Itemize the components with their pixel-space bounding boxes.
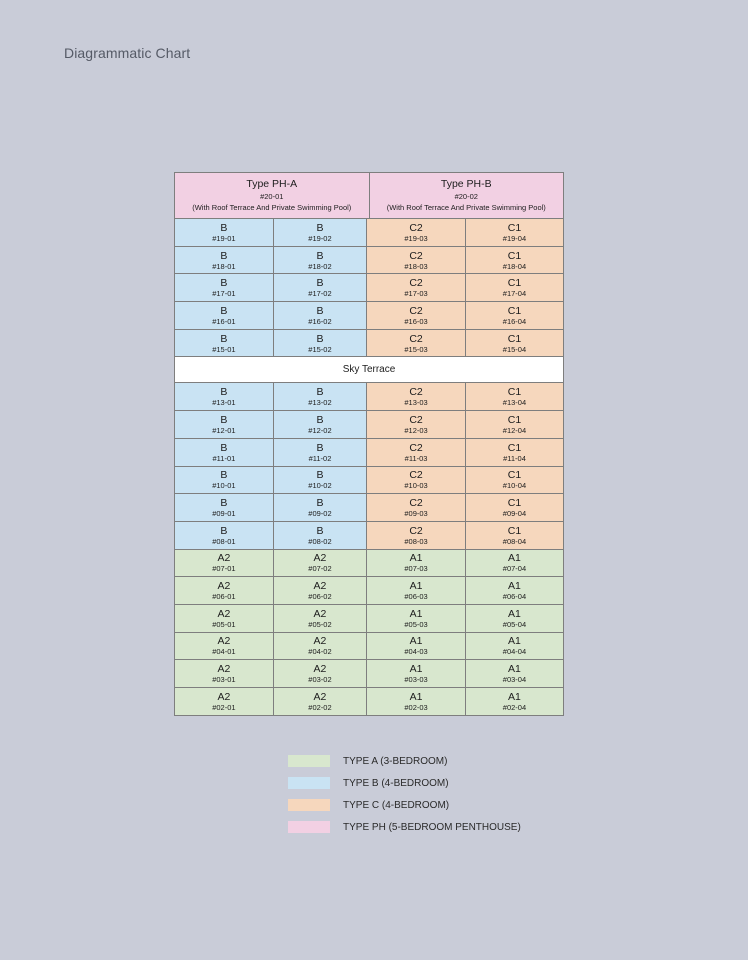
unit-number: #12-03: [404, 425, 428, 435]
unit-cell: [175, 660, 274, 688]
unit-type-label: A2: [217, 607, 231, 620]
unit-cell: [466, 660, 564, 688]
floor-row: [175, 633, 564, 661]
unit-type-label: B: [316, 524, 324, 537]
unit-number: #06-02: [308, 592, 332, 602]
floor-row: [175, 577, 564, 605]
unit-number: #18-02: [308, 261, 332, 271]
unit-number: #11-03: [404, 453, 428, 463]
unit-number: #13-02: [308, 398, 332, 408]
floor-row: [175, 660, 564, 688]
sky-terrace-cell: [175, 357, 564, 383]
unit-cell: [175, 302, 274, 330]
unit-number: #06-01: [212, 592, 236, 602]
unit-cell: [175, 688, 274, 716]
unit-number: #09-01: [212, 509, 236, 519]
unit-number: #06-04: [502, 592, 527, 602]
unit-type-label: A1: [508, 663, 521, 676]
unit-cell: [466, 439, 564, 467]
penthouse-cell: [175, 173, 370, 219]
unit-type-label: C2: [409, 524, 423, 537]
unit-number: #03-03: [404, 675, 428, 685]
unit-type-label: C2: [409, 249, 423, 262]
floor-row: [175, 330, 564, 358]
unit-cell: [175, 605, 274, 633]
unit-number: #16-03: [404, 316, 428, 326]
unit-cell: [367, 330, 466, 358]
unit-type-label: A2: [313, 552, 327, 565]
unit-type-label: A2: [217, 580, 231, 593]
unit-cell: [274, 330, 367, 358]
unit-type-label: C1: [507, 413, 522, 426]
unit-type-label: C2: [409, 497, 423, 510]
unit-cell: [367, 605, 466, 633]
unit-cell: [175, 550, 274, 578]
unit-type-label: C2: [409, 332, 423, 345]
unit-cell: [367, 274, 466, 302]
unit-number: #09-02: [308, 509, 332, 519]
unit-type-label: B: [316, 277, 324, 290]
unit-cell: [175, 633, 274, 661]
unit-number: #11-04: [503, 453, 526, 463]
unit-number: #06-03: [404, 592, 428, 602]
unit-cell: [367, 688, 466, 716]
unit-type-label: C1: [507, 277, 522, 290]
unit-number: #10-04: [502, 481, 527, 491]
unit-number: #16-01: [212, 316, 236, 326]
unit-number: #05-04: [502, 619, 527, 629]
unit-type-label: A1: [508, 690, 521, 703]
legend-label: TYPE A (3-BEDROOM): [343, 755, 448, 767]
unit-cell: [175, 577, 274, 605]
unit-cell: [274, 522, 367, 550]
legend-item: [288, 816, 521, 838]
legend-label: TYPE C (4-BEDROOM): [343, 799, 450, 811]
unit-number: #19-01: [212, 233, 236, 243]
legend-label: TYPE PH (5-BEDROOM PENTHOUSE): [343, 821, 521, 833]
unit-cell: [175, 522, 274, 550]
unit-type-label: B: [220, 386, 228, 399]
unit-cell: [466, 633, 564, 661]
floor-row: [175, 467, 564, 495]
unit-number: #18-01: [212, 261, 236, 271]
unit-number: #08-04: [502, 536, 527, 546]
unit-type-label: A2: [313, 607, 327, 620]
unit-type-label: C2: [409, 277, 423, 290]
unit-type-label: A2: [313, 663, 327, 676]
unit-type-label: C2: [409, 304, 423, 317]
unit-cell: [175, 439, 274, 467]
floor-row: [175, 494, 564, 522]
unit-cell: [466, 688, 564, 716]
unit-cell: [466, 467, 564, 495]
unit-number: #04-03: [404, 647, 428, 657]
unit-cell: [274, 219, 367, 247]
unit-number: #10-03: [404, 481, 428, 491]
unit-type-label: Type PH-B: [440, 178, 492, 190]
unit-cell: [367, 439, 466, 467]
unit-number: #15-04: [502, 344, 527, 354]
unit-number: #07-02: [308, 564, 332, 574]
unit-type-label: B: [316, 221, 324, 234]
legend-item: [288, 772, 521, 794]
unit-cell: [367, 494, 466, 522]
unit-type-label: A2: [217, 635, 231, 648]
unit-number: #04-04: [502, 647, 527, 657]
unit-type-label: B: [316, 304, 324, 317]
unit-type-label: C1: [507, 469, 522, 482]
unit-cell: [274, 605, 367, 633]
unit-cell: [466, 330, 564, 358]
legend: [288, 750, 521, 838]
unit-number: #05-02: [308, 619, 332, 629]
unit-number: #05-01: [212, 619, 236, 629]
unit-type-label: C1: [507, 304, 522, 317]
unit-type-label: B: [220, 277, 228, 290]
unit-cell: [175, 330, 274, 358]
unit-number: #08-02: [308, 536, 332, 546]
floor-row: [175, 605, 564, 633]
unit-number: #12-04: [502, 425, 527, 435]
unit-cell: [175, 467, 274, 495]
unit-number: #19-02: [308, 233, 332, 243]
unit-type-label: C1: [507, 441, 522, 454]
unit-number: #05-03: [404, 619, 428, 629]
unit-type-label: B: [220, 221, 228, 234]
unit-type-label: B: [220, 249, 228, 262]
unit-cell: [367, 219, 466, 247]
unit-number: #03-01: [212, 675, 236, 685]
unit-cell: [274, 302, 367, 330]
floor-row: [175, 688, 564, 716]
unit-number: #17-03: [404, 289, 428, 299]
unit-cell: [274, 411, 367, 439]
unit-cell: [367, 660, 466, 688]
unit-type-label: B: [316, 469, 324, 482]
unit-number: #17-02: [308, 289, 332, 299]
unit-cell: [175, 411, 274, 439]
unit-type-label: B: [316, 497, 324, 510]
unit-number: #12-02: [308, 425, 332, 435]
unit-type-label: A1: [508, 580, 521, 593]
unit-type-label: A1: [409, 663, 423, 676]
legend-swatch: [288, 799, 330, 811]
unit-type-label: C1: [507, 524, 522, 537]
legend-swatch: [288, 777, 330, 789]
unit-type-label: C1: [507, 249, 522, 262]
unit-cell: [367, 247, 466, 275]
unit-number: #12-01: [212, 425, 236, 435]
unit-type-label: B: [220, 304, 228, 317]
sky-terrace-row: [175, 357, 564, 383]
unit-type-label: A2: [313, 580, 327, 593]
unit-number: #19-04: [502, 233, 527, 243]
unit-type-label: A1: [409, 552, 423, 565]
unit-number: #11-02: [308, 453, 332, 463]
unit-cell: [274, 494, 367, 522]
unit-cell: [274, 467, 367, 495]
unit-number: #08-03: [404, 536, 428, 546]
unit-number: #07-01: [212, 564, 236, 574]
unit-number: #15-02: [308, 344, 332, 354]
unit-cell: [175, 219, 274, 247]
unit-number: #07-04: [502, 564, 527, 574]
unit-cell: [466, 383, 564, 411]
unit-number: #07-03: [404, 564, 428, 574]
unit-cell: [175, 494, 274, 522]
unit-cell: [274, 383, 367, 411]
unit-number: #04-01: [212, 647, 236, 657]
unit-type-label: C2: [409, 413, 423, 426]
unit-cell: [274, 577, 367, 605]
unit-number: #20-01: [260, 192, 284, 201]
unit-number: #09-04: [502, 509, 527, 519]
unit-cell: [274, 439, 367, 467]
unit-type-label: B: [316, 249, 324, 262]
unit-type-label: A2: [217, 690, 231, 703]
unit-cell: [367, 522, 466, 550]
unit-note: (With Roof Terrace And Private Swimming Pool): [386, 203, 546, 212]
unit-cell: [274, 688, 367, 716]
unit-type-label: A1: [409, 690, 423, 703]
unit-number: #08-01: [212, 536, 236, 546]
unit-type-label: C1: [507, 497, 522, 510]
unit-number: #16-02: [308, 316, 332, 326]
unit-cell: [466, 494, 564, 522]
unit-chart: [174, 172, 564, 716]
unit-cell: [175, 247, 274, 275]
legend-item: [288, 750, 521, 772]
unit-type-label: C2: [409, 221, 423, 234]
penthouse-cell: [370, 173, 565, 219]
unit-number: #15-03: [404, 344, 428, 354]
legend-swatch: [288, 821, 330, 833]
unit-number: #13-01: [212, 398, 236, 408]
unit-cell: [466, 302, 564, 330]
unit-cell: [466, 605, 564, 633]
floor-row: [175, 247, 564, 275]
unit-cell: [466, 274, 564, 302]
unit-cell: [466, 577, 564, 605]
unit-type-label: B: [220, 524, 228, 537]
unit-cell: [367, 633, 466, 661]
unit-type-label: B: [316, 413, 324, 426]
unit-type-label: B: [316, 332, 324, 345]
unit-number: #13-03: [404, 398, 428, 408]
unit-type-label: C2: [409, 469, 423, 482]
unit-cell: [466, 247, 564, 275]
unit-number: #03-02: [308, 675, 332, 685]
floor-row: [175, 383, 564, 411]
unit-type-label: C1: [507, 332, 522, 345]
unit-type-label: B: [316, 441, 324, 454]
unit-type-label: A1: [508, 552, 521, 565]
unit-cell: [466, 219, 564, 247]
unit-type-label: B: [220, 469, 228, 482]
unit-number: #02-03: [404, 702, 428, 712]
unit-number: #10-02: [308, 481, 332, 491]
unit-cell: [367, 550, 466, 578]
unit-cell: [466, 550, 564, 578]
unit-number: #18-04: [502, 261, 527, 271]
unit-number: #18-03: [404, 261, 428, 271]
unit-cell: [367, 411, 466, 439]
unit-cell: [367, 577, 466, 605]
unit-type-label: A2: [217, 663, 231, 676]
unit-type-label: A1: [508, 635, 521, 648]
unit-type-label: B: [316, 386, 324, 399]
sky-terrace-label: Sky Terrace: [342, 364, 396, 376]
unit-number: #02-01: [212, 702, 236, 712]
unit-type-label: A1: [409, 607, 423, 620]
floor-row: [175, 411, 564, 439]
unit-cell: [274, 550, 367, 578]
unit-number: #02-04: [502, 702, 527, 712]
unit-type-label: A2: [217, 552, 231, 565]
floor-row: [175, 274, 564, 302]
unit-cell: [274, 247, 367, 275]
unit-number: #15-01: [212, 344, 236, 354]
unit-type-label: A1: [508, 607, 521, 620]
unit-number: #17-04: [502, 289, 527, 299]
unit-cell: [274, 274, 367, 302]
unit-type-label: C2: [409, 386, 423, 399]
unit-cell: [466, 411, 564, 439]
unit-type-label: A2: [313, 635, 327, 648]
unit-type-label: A1: [409, 635, 423, 648]
unit-cell: [367, 467, 466, 495]
unit-number: #11-01: [212, 453, 236, 463]
unit-note: (With Roof Terrace And Private Swimming Pool): [192, 203, 352, 212]
floor-row: [175, 439, 564, 467]
unit-number: #13-04: [502, 398, 527, 408]
penthouse-row: [175, 173, 564, 219]
unit-type-label: A2: [313, 690, 327, 703]
unit-type-label: Type PH-A: [246, 178, 298, 190]
floor-row: [175, 302, 564, 330]
unit-type-label: C1: [507, 386, 522, 399]
legend-item: [288, 794, 521, 816]
unit-type-label: C1: [507, 221, 522, 234]
unit-cell: [367, 302, 466, 330]
floor-row: [175, 219, 564, 247]
unit-cell: [367, 383, 466, 411]
unit-type-label: B: [220, 497, 228, 510]
floor-row: [175, 522, 564, 550]
unit-number: #20-02: [454, 192, 478, 201]
legend-swatch: [288, 755, 330, 767]
unit-number: #19-03: [404, 233, 428, 243]
unit-cell: [274, 633, 367, 661]
unit-type-label: A1: [409, 580, 423, 593]
unit-type-label: B: [220, 441, 228, 454]
unit-number: #09-03: [404, 509, 428, 519]
unit-number: #03-04: [502, 675, 527, 685]
unit-cell: [175, 383, 274, 411]
page-title: Diagrammatic Chart: [64, 45, 191, 61]
unit-cell: [175, 274, 274, 302]
unit-number: #17-01: [212, 289, 236, 299]
unit-number: #16-04: [502, 316, 527, 326]
floor-row: [175, 550, 564, 578]
unit-type-label: B: [220, 332, 228, 345]
unit-type-label: C2: [409, 441, 423, 454]
unit-cell: [274, 660, 367, 688]
unit-number: #02-02: [308, 702, 332, 712]
legend-label: TYPE B (4-BEDROOM): [343, 777, 449, 789]
unit-cell: [466, 522, 564, 550]
unit-number: #04-02: [308, 647, 332, 657]
unit-number: #10-01: [212, 481, 236, 491]
unit-type-label: B: [220, 413, 228, 426]
